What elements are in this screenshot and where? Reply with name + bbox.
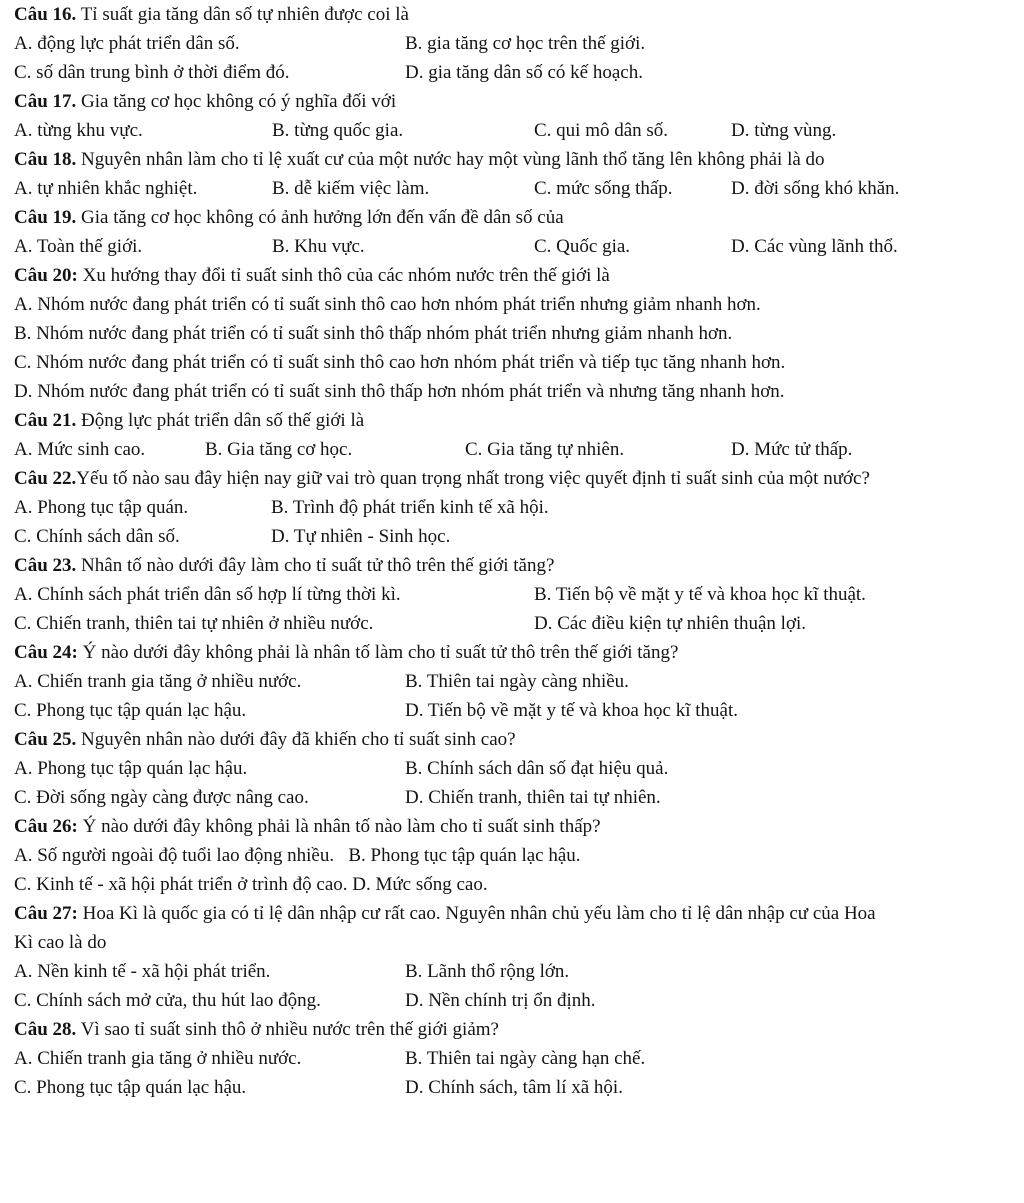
options-row — [14, 174, 1010, 203]
question-stem — [14, 406, 1010, 435]
option-d: D. Nhóm nước đang phát triển có tỉ suất sinh thô thấp hơn nhóm phát triển và nhưng tăng nhanh hơn. — [14, 381, 785, 402]
options-row — [14, 580, 1010, 609]
option-a: A. Nhóm nước đang phát triển có tỉ suất sinh thô cao hơn nhóm phát triển nhưng giảm nhanh hơn. — [14, 294, 761, 315]
question-25 — [14, 725, 1010, 812]
question-text: Tỉ suất gia tăng dân số tự nhiên được coi là — [76, 4, 409, 25]
option-b: B. Lãnh thổ rộng lớn. — [405, 961, 570, 982]
question-stem — [14, 261, 1010, 290]
options-row — [14, 783, 1010, 812]
option-d: D. gia tăng dân số có kế hoạch. — [405, 62, 643, 83]
question-number: Câu 20: — [14, 265, 78, 286]
option-c: C. Quốc gia. — [534, 236, 631, 257]
option-d: D. Các điều kiện tự nhiên thuận lợi. — [534, 613, 807, 634]
option-b: B. dễ kiếm việc làm. — [272, 178, 430, 199]
question-number: Câu 17. — [14, 91, 77, 112]
question-stem — [14, 551, 1010, 580]
question-number: Câu 27: — [14, 903, 78, 924]
option-b: B. Thiên tai ngày càng hạn chế. — [405, 1048, 646, 1069]
option-c: C. số dân trung bình ở thời điểm đó. — [14, 62, 290, 83]
question-stem — [14, 1015, 1010, 1044]
option-b: B. Chính sách dân số đạt hiệu quả. — [405, 758, 669, 779]
options-row — [14, 957, 1010, 986]
question-number: Câu 25. — [14, 729, 77, 750]
option-a: A. Phong tục tập quán lạc hậu. — [14, 758, 248, 779]
question-stem — [14, 0, 1010, 29]
question-22 — [14, 464, 1010, 551]
option-c: C. Chính sách dân số. — [14, 526, 180, 547]
question-stem — [14, 812, 1010, 841]
question-20 — [14, 261, 1010, 406]
option-a: A. từng khu vực. — [14, 120, 143, 141]
question-text: Nguyên nhân nào dưới đây đã khiến cho tỉ suất sinh cao? — [76, 729, 516, 750]
question-text: Động lực phát triển dân số thế giới là — [76, 410, 365, 431]
question-stem — [14, 638, 1010, 667]
question-stem — [14, 203, 1010, 232]
question-number: Câu 23. — [14, 555, 77, 576]
option-b: B. từng quốc gia. — [272, 120, 404, 141]
option-a: A. Chiến tranh gia tăng ở nhiều nước. — [14, 1048, 302, 1069]
question-stem — [14, 464, 1010, 493]
option-a: A. Mức sinh cao. — [14, 439, 146, 460]
question-stem — [14, 145, 1010, 174]
question-number: Câu 22. — [14, 468, 77, 489]
question-18 — [14, 145, 1010, 203]
question-number: Câu 18. — [14, 149, 77, 170]
options-row — [14, 667, 1010, 696]
options-row — [14, 493, 1010, 522]
options-row — [14, 1073, 1010, 1102]
question-19 — [14, 203, 1010, 261]
option-a: A. động lực phát triển dân số. — [14, 33, 240, 54]
options-row — [14, 696, 1010, 725]
options-row — [14, 1044, 1010, 1073]
question-24 — [14, 638, 1010, 725]
options-cd: C. Kinh tế - xã hội phát triển ở trình độ cao. D. Mức sống cao. — [14, 874, 488, 895]
question-number: Câu 19. — [14, 207, 77, 228]
option-c: C. qui mô dân số. — [534, 120, 669, 141]
question-number: Câu 24: — [14, 642, 78, 663]
options-row — [14, 522, 1010, 551]
options-row — [14, 58, 1010, 87]
question-number: Câu 26: — [14, 816, 78, 837]
option-c: C. Chính sách mở cửa, thu hút lao động. — [14, 990, 321, 1011]
question-text: Xu hướng thay đổi tỉ suất sinh thô của các nhóm nước trên thế giới là — [77, 265, 610, 286]
options-row — [14, 29, 1010, 58]
option-a: A. Toàn thế giới. — [14, 236, 143, 257]
question-text: Gia tăng cơ học không có ảnh hưởng lớn đến vấn đề dân số của — [76, 207, 564, 228]
options-ab: A. Số người ngoài độ tuổi lao động nhiều. B. Phong tục tập quán lạc hậu. — [14, 845, 581, 866]
question-stem — [14, 725, 1010, 754]
options-row — [14, 116, 1010, 145]
option-b: B. gia tăng cơ học trên thế giới. — [405, 33, 646, 54]
options-row — [14, 232, 1010, 261]
option-c: C. Chiến tranh, thiên tai tự nhiên ở nhiều nước. — [14, 613, 374, 634]
question-text: Nhân tố nào dưới đây làm cho tỉ suất tử thô trên thế giới tăng? — [76, 555, 555, 576]
options-row — [14, 435, 1010, 464]
option-c: C. Nhóm nước đang phát triển có tỉ suất sinh thô cao hơn nhóm phát triển và tiếp tục tăng nhanh hơn. — [14, 352, 786, 373]
question-17 — [14, 87, 1010, 145]
option-d: D. Nền chính trị ổn định. — [405, 990, 596, 1011]
question-text: Ý nào dưới đây không phải là nhân tố nào làm cho tỉ suất sinh thấp? — [77, 816, 601, 837]
question-text: Hoa Kì là quốc gia có tỉ lệ dân nhập cư rất cao. Nguyên nhân chủ yếu làm cho tỉ lệ dân nhập cư của Hoa — [77, 903, 876, 924]
option-d: D. Tự nhiên - Sinh học. — [271, 526, 451, 547]
question-text: Nguyên nhân làm cho tỉ lệ xuất cư của một nước hay một vùng lãnh thổ tăng lên không phải là do — [76, 149, 825, 170]
option-c: C. mức sống thấp. — [534, 178, 673, 199]
question-text: Gia tăng cơ học không có ý nghĩa đối với — [76, 91, 397, 112]
options-row — [14, 609, 1010, 638]
option-c: C. Gia tăng tự nhiên. — [465, 439, 625, 460]
question-text: Vì sao tỉ suất sinh thô ở nhiều nước trên thế giới giảm? — [76, 1019, 499, 1040]
option-b: B. Thiên tai ngày càng nhiều. — [405, 671, 629, 692]
option-d: D. đời sống khó khăn. — [731, 178, 900, 199]
option-d: D. từng vùng. — [731, 120, 837, 141]
option-b: B. Gia tăng cơ học. — [205, 439, 353, 460]
question-27 — [14, 899, 1010, 1015]
question-text: Yếu tố nào sau đây hiện nay giữ vai trò quan trọng nhất trong việc quyết định tỉ suất sinh của một nước? — [76, 468, 870, 489]
option-b: B. Nhóm nước đang phát triển có tỉ suất sinh thô thấp nhóm phát triển nhưng giảm nhanh hơn. — [14, 323, 733, 344]
option-b: B. Trình độ phát triển kinh tế xã hội. — [271, 497, 549, 518]
option-a: A. tự nhiên khắc nghiệt. — [14, 178, 198, 199]
question-28 — [14, 1015, 1010, 1102]
option-d: D. Chính sách, tâm lí xã hội. — [405, 1077, 623, 1098]
options-row — [14, 986, 1010, 1015]
option-b: B. Tiến bộ về mặt y tế và khoa học kĩ thuật. — [534, 584, 866, 605]
option-a: A. Phong tục tập quán. — [14, 497, 189, 518]
question-23 — [14, 551, 1010, 638]
question-number: Câu 16. — [14, 4, 77, 25]
option-d: D. Mức tử thấp. — [731, 439, 853, 460]
option-d: D. Các vùng lãnh thổ. — [731, 236, 898, 257]
option-d: D. Chiến tranh, thiên tai tự nhiên. — [405, 787, 661, 808]
option-c: C. Phong tục tập quán lạc hậu. — [14, 700, 247, 721]
option-b: B. Khu vực. — [272, 236, 365, 257]
question-stem-continued: Kì cao là do — [14, 932, 107, 953]
question-text: Ý nào dưới đây không phải là nhân tố làm cho tỉ suất tử thô trên thế giới tăng? — [77, 642, 679, 663]
question-number: Câu 28. — [14, 1019, 77, 1040]
option-c: C. Phong tục tập quán lạc hậu. — [14, 1077, 247, 1098]
option-c: C. Đời sống ngày càng được nâng cao. — [14, 787, 309, 808]
option-a: A. Chiến tranh gia tăng ở nhiều nước. — [14, 671, 302, 692]
options-row — [14, 754, 1010, 783]
question-stem — [14, 87, 1010, 116]
option-a: A. Nền kinh tế - xã hội phát triển. — [14, 961, 271, 982]
question-26 — [14, 812, 1010, 899]
option-d: D. Tiến bộ về mặt y tế và khoa học kĩ thuật. — [405, 700, 738, 721]
option-a: A. Chính sách phát triển dân số hợp lí từng thời kì. — [14, 584, 401, 605]
question-21 — [14, 406, 1010, 464]
question-stem — [14, 899, 1010, 928]
question-16 — [14, 0, 1010, 87]
question-number: Câu 21. — [14, 410, 77, 431]
